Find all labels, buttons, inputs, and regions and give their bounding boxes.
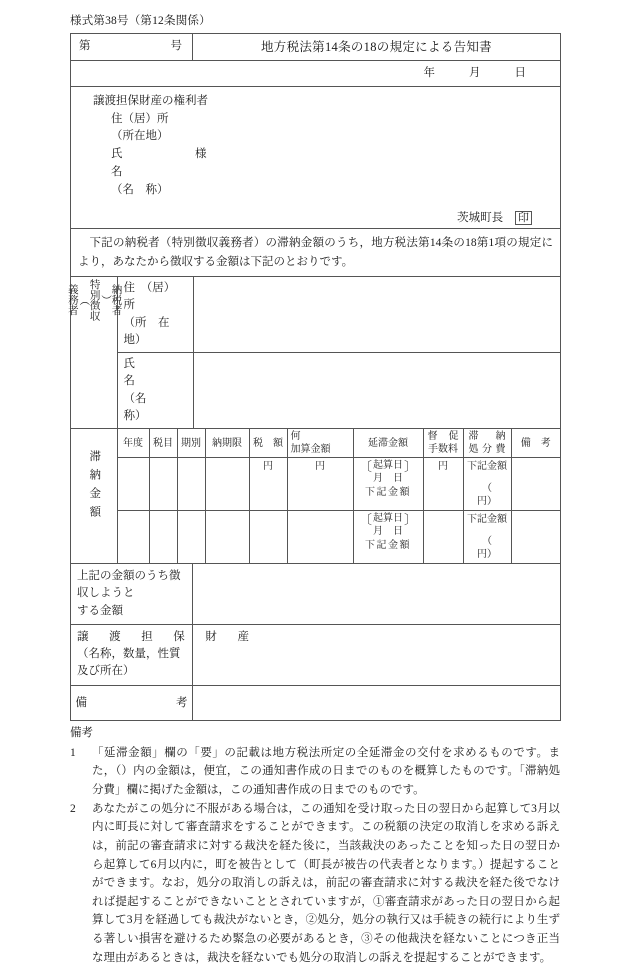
- taxpayer-paren-close: ）: [100, 294, 112, 306]
- late-fee-sub-label: 下記金額: [365, 487, 411, 499]
- col-header-surcharge-top: 何: [290, 431, 301, 443]
- late-fee-sub-label: 下記金額: [365, 540, 411, 552]
- col-header-surcharge-main: 加算金額: [290, 444, 331, 456]
- cell-year[interactable]: [117, 511, 149, 564]
- taxpayer-label-mid: 特別徴収: [88, 279, 100, 322]
- delinquency-side-label-cell: [71, 429, 117, 563]
- taxpayer-name-row: [71, 353, 560, 429]
- remarks-label-cell: [71, 685, 193, 721]
- statement-cell: [71, 229, 561, 277]
- cell-due-date[interactable]: [205, 511, 249, 564]
- col-header-period: 期別: [177, 429, 205, 458]
- property-label-cell: [71, 624, 249, 685]
- cell-disposal-cost[interactable]: [463, 511, 511, 564]
- col-header-disposal-cost-l2: 処分費: [468, 444, 506, 456]
- cell-disposal-cost[interactable]: [463, 458, 511, 511]
- addressee-name-label: 氏 名: [111, 148, 176, 178]
- col-header-tax-item: 税目: [149, 429, 177, 458]
- note-text: あなたがこの処分に不服がある場合は，この通知を受け取った日の翌日から起算して3月以内に町長に対して審査請求をすることができます。この税額の決定の取消しを求める訴えは，前記の審査請求に対する裁決を経た後に，当該裁決のあったことを知った日の翌日から起算して6月以内に，町を被告として（町長が被告の代表者となります。）提起することができます。なお，処分の取消しの訴えは，前記の審査請求に対する裁決を経た後でなければ提起することができないこととされていますが，①審査請求があった日の翌日から起算して3月を経過しても裁決がないとき，②処分，処分の執行又は手続きの続行により生ずる著しい損害を避けるため緊急の必要があるとき，③その他裁決を経ないことにつき正当な理由があるときは，裁決を経ないでも処分の取消しの訴えを提起することができます。: [92, 802, 560, 964]
- bracket-left: 〔: [358, 512, 372, 528]
- cell-late-fee[interactable]: [353, 458, 423, 511]
- taxpayer-cell: [66, 277, 561, 429]
- addressee-name-row: [79, 146, 552, 182]
- cell-tax-item[interactable]: [149, 458, 177, 511]
- taxpayer-name-value[interactable]: [193, 353, 560, 429]
- taxpayer-label-cell: [66, 277, 122, 428]
- taxpayer-label-right: 納税者: [110, 284, 122, 316]
- col-header-surcharge: [287, 429, 353, 458]
- remarks-label-wrap: [71, 686, 192, 721]
- collect-amount-label-l1: 上記の金額のうち徴収しようと: [77, 570, 181, 600]
- bracket-right: 〕: [404, 512, 418, 528]
- date-month-label: 月: [469, 67, 481, 80]
- col-header-year: 年度: [117, 429, 149, 458]
- date-day-label: 日: [514, 67, 526, 80]
- cell-period[interactable]: [177, 458, 205, 511]
- late-fee-date-label: 月 日: [373, 472, 403, 484]
- taxpayer-paren-open: （: [78, 294, 90, 306]
- notice-form-table: [66, 33, 561, 721]
- taxpayer-address-row: [71, 277, 560, 353]
- addressee-heading: 譲渡担保財産の権利者: [93, 94, 208, 107]
- bracket-right: 〕: [404, 459, 418, 475]
- document-number-suffix: 号: [170, 39, 182, 52]
- late-fee-bracket-inner: [373, 513, 403, 538]
- note-text: 「延滞金額」欄の「要」の記載は地方税法所定の全延滞金の交付を求めるものです。また，（）内の金額は，便宜，この通知書作成の日までのものを概算したものです。「滞納処分費」欄に掲げた金額は，この通知書作成の日までのものです。: [92, 746, 560, 797]
- property-row: [71, 624, 561, 685]
- date-row: [71, 61, 561, 87]
- header-row: [71, 33, 561, 60]
- taxpayer-row: [71, 277, 561, 429]
- col-header-demand-fee: [423, 429, 463, 458]
- col-header-disposal-cost-l1: 滞 納: [468, 431, 506, 443]
- remarks-row: [71, 685, 561, 721]
- remarks-value[interactable]: [193, 685, 561, 721]
- taxpayer-address-sub-label: （所 在 地）: [123, 316, 181, 346]
- remarks-label: 備 考: [75, 696, 188, 709]
- cell-tax-amount[interactable]: 円: [249, 458, 287, 511]
- disposal-cost-paren: （ 円）: [477, 536, 512, 561]
- table-row: [71, 458, 560, 511]
- cell-surcharge[interactable]: 円: [287, 458, 353, 511]
- form-number: 様式第38号（第12条関係）: [70, 15, 211, 27]
- statement-text: 下記の納税者（特別徴収義務者）の滞納金額のうち，地方税法第14条の18第1項の規定により，あなたから徴収する金額は下記のとおりです。: [78, 237, 553, 268]
- cell-surcharge[interactable]: [287, 511, 353, 564]
- cell-tax-item[interactable]: [149, 511, 177, 564]
- date-cell: [71, 61, 561, 87]
- col-header-remarks: 備 考: [511, 429, 560, 458]
- bracket-left: 〔: [358, 459, 372, 475]
- cell-demand-fee[interactable]: 円: [423, 458, 463, 511]
- statement-row: [71, 229, 561, 277]
- addressee-honorific: 様: [195, 148, 207, 161]
- delinquency-header-row: [71, 429, 560, 458]
- date-year-label: 年: [423, 67, 435, 80]
- col-header-due-date: 納期限: [205, 429, 249, 458]
- cell-remarks[interactable]: [511, 458, 560, 511]
- delinquency-side-label: 滞納金額: [88, 450, 101, 525]
- collect-amount-value[interactable]: [193, 564, 561, 625]
- taxpayer-inner-table: [66, 277, 560, 428]
- delinquency-table: [71, 429, 560, 563]
- taxpayer-address-label: 住 （居） 所: [123, 282, 181, 312]
- col-header-disposal-cost: [463, 429, 511, 458]
- cell-demand-fee[interactable]: [423, 511, 463, 564]
- disposal-cost-label: 下記金額: [467, 461, 507, 473]
- cell-remarks[interactable]: [511, 511, 560, 564]
- addressee-row: [71, 86, 561, 229]
- issuer-name: 茨城町長: [457, 211, 504, 224]
- taxpayer-label-left: 義務者: [66, 284, 78, 316]
- addressee-name-sub-label: （名 称）: [111, 183, 169, 196]
- table-row: [71, 511, 560, 564]
- note-number: 1: [70, 746, 76, 759]
- seal-icon: 印: [515, 211, 532, 226]
- late-fee-bracket: [356, 513, 421, 538]
- collect-amount-label: [71, 564, 192, 624]
- document-title-cell: [193, 33, 561, 60]
- notes-title: 備考: [70, 727, 93, 740]
- late-fee-bracket-inner: [373, 460, 403, 485]
- disposal-cost-label: 下記金額: [467, 514, 507, 526]
- property-label: [71, 625, 249, 685]
- document-number-cell: [71, 33, 193, 60]
- col-header-tax-amount: 税 額: [249, 429, 287, 458]
- property-label-l1: 譲 渡 担 保 財 産: [77, 630, 249, 643]
- note-number: 2: [70, 802, 76, 815]
- col-header-demand-fee-l2: 手数料: [428, 444, 458, 456]
- cell-year[interactable]: [117, 458, 149, 511]
- taxpayer-name-label: 氏 名: [123, 358, 181, 388]
- late-fee-start-label: 起算日: [373, 460, 403, 472]
- taxpayer-name-sub-label: （名 称）: [123, 392, 170, 422]
- property-label-l2: （名称，数量，性質及び所在）: [77, 648, 181, 678]
- delinquency-row: [71, 429, 561, 564]
- cell-period[interactable]: [177, 511, 205, 564]
- addressee-address-label: 住（居）所: [111, 112, 169, 125]
- cell-late-fee[interactable]: [353, 511, 423, 564]
- disposal-cost-paren: （ 円）: [477, 483, 512, 508]
- late-fee-bracket: [356, 460, 421, 485]
- taxpayer-name-labels: [118, 353, 193, 428]
- cell-due-date[interactable]: [205, 458, 249, 511]
- late-fee-date-label: 月 日: [373, 525, 403, 537]
- taxpayer-address-labels: [118, 277, 193, 352]
- document-number-prefix: 第: [79, 39, 91, 52]
- addressee-cell: [71, 86, 561, 229]
- late-fee-start-label: 起算日: [373, 513, 403, 525]
- document-title: 地方税法第14条の18の規定による告知書: [260, 39, 492, 54]
- issuer-line: [71, 204, 560, 229]
- collect-amount-label-cell: [71, 564, 193, 625]
- col-header-demand-fee-l1: 督 促: [427, 431, 459, 443]
- taxpayer-name-label-cell: [117, 353, 193, 429]
- collect-amount-label-l2: する金額: [77, 604, 123, 617]
- list-item: [70, 800, 560, 967]
- taxpayer-address-value[interactable]: [193, 277, 560, 353]
- collect-amount-row: [71, 564, 561, 625]
- list-item: [70, 744, 560, 800]
- delinquency-cell: [71, 429, 561, 564]
- notes-section: [70, 724, 560, 967]
- addressee-address-sub-label: （所在地）: [111, 130, 169, 143]
- col-header-late-fee: 延滞金額: [353, 429, 423, 458]
- cell-tax-amount[interactable]: [249, 511, 287, 564]
- taxpayer-address-label-cell: [117, 277, 193, 353]
